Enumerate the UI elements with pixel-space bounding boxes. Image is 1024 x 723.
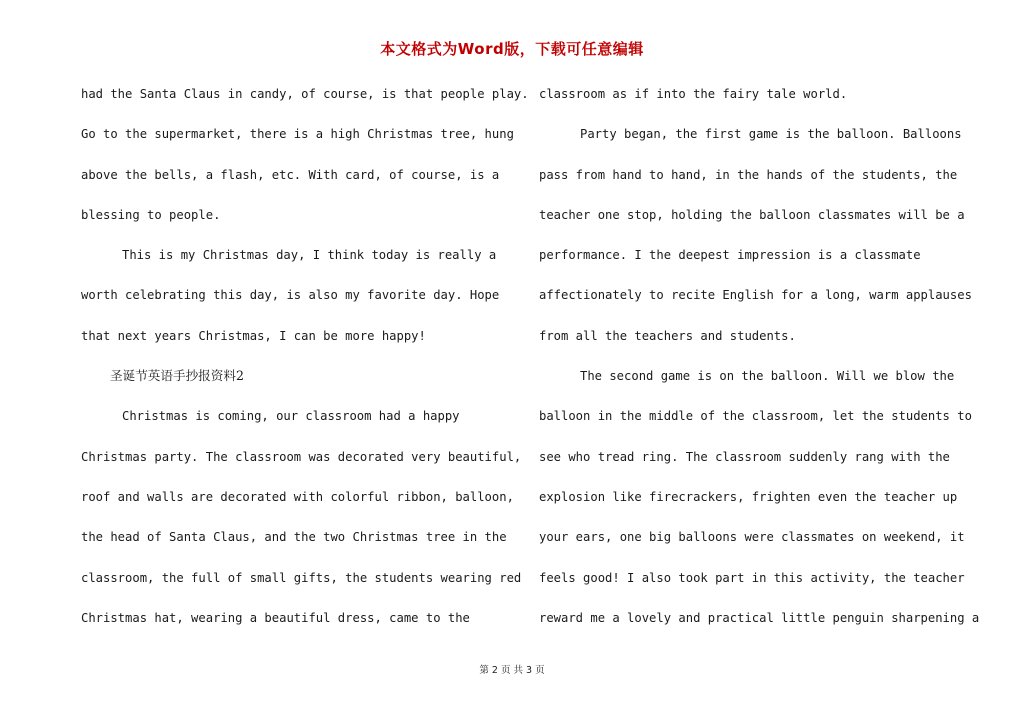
text-line: performance. I the deepest impression is a classmate xyxy=(539,248,921,263)
text-line: Christmas party. The classroom was decorated very beautiful, xyxy=(81,449,522,464)
text-line: your ears, one big balloons were classmates on weekend, it xyxy=(539,530,965,545)
document-header: 本文格式为Word版，下载可任意编辑 xyxy=(380,40,644,58)
right-column xyxy=(539,80,980,644)
left-column xyxy=(81,80,529,644)
text-line: explosion like firecrackers, frighten even the teacher up xyxy=(539,489,958,504)
text-line: see who tread ring. The classroom suddenly rang with the xyxy=(539,449,950,464)
text-line: balloon in the middle of the classroom, let the students to xyxy=(539,409,972,424)
text-line: teacher one stop, holding the balloon classmates will be a xyxy=(539,207,965,222)
text-line: classroom, the full of small gifts, the students wearing red xyxy=(81,570,522,585)
text-line: Christmas hat, wearing a beautiful dress, came to the xyxy=(81,610,470,625)
text-line: pass from hand to hand, in the hands of the students, the xyxy=(539,167,958,182)
text-line: that next years Christmas, I can be more happy! xyxy=(81,328,426,343)
text-line: worth celebrating this day, is also my favorite day. Hope xyxy=(81,288,500,303)
text-line: feels good! I also took part in this activity, the teacher xyxy=(539,570,965,585)
text-line: affectionately to recite English for a long, warm applauses xyxy=(539,288,972,303)
text-line: roof and walls are decorated with colorful ribbon, balloon, xyxy=(81,489,514,504)
text-line: classroom as if into the fairy tale world. xyxy=(539,87,848,101)
text-line: Party began, the first game is the balloon. Balloons xyxy=(580,127,962,142)
text-line: above the bells, a flash, etc. With card, of course, is a xyxy=(81,167,500,182)
page-number: 第 2 页 共 3 页 xyxy=(479,665,545,676)
text-line: the head of Santa Claus, and the two Christmas tree in the xyxy=(81,530,507,545)
text-line: This is my Christmas day, I think today is really a xyxy=(122,248,497,263)
text-line: The second game is on the balloon. Will we blow the xyxy=(580,369,955,384)
text-line: blessing to people. xyxy=(81,207,221,222)
text-line: from all the teachers and students. xyxy=(539,328,796,343)
text-line: had the Santa Claus in candy, of course, is that people play. xyxy=(81,87,529,101)
text-line: Go to the supermarket, there is a high Christmas tree, hung xyxy=(81,127,514,142)
text-line: Christmas is coming, our classroom had a happy xyxy=(122,409,460,424)
section-heading: 圣诞节英语手抄报资料2 xyxy=(110,368,244,384)
text-line: reward me a lovely and practical little penguin sharpening a xyxy=(539,610,980,625)
